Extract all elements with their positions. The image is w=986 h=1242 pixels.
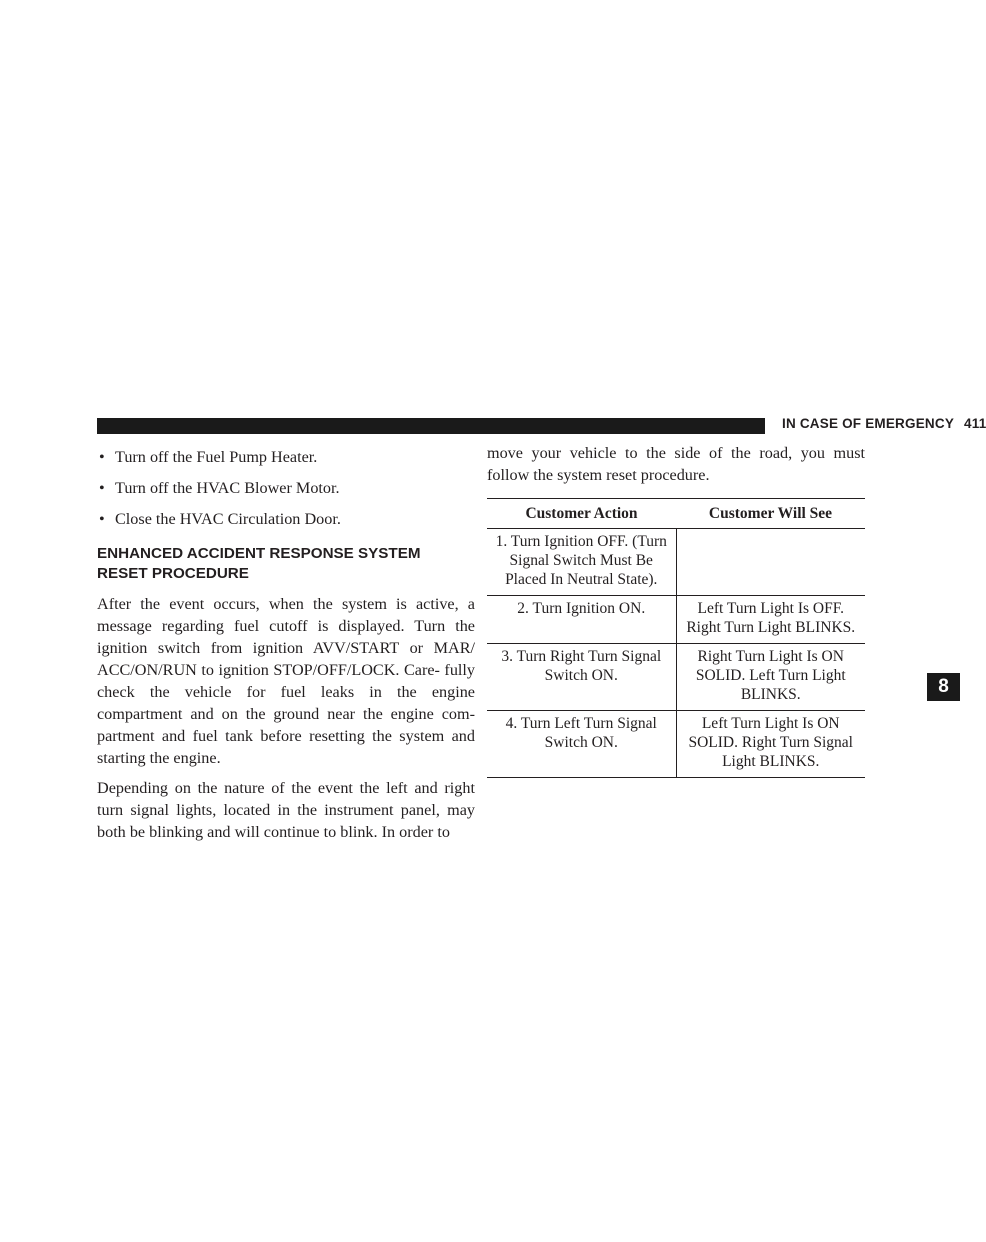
table-cell: 1. Turn Ignition OFF. (Turn Signal Switch Must Be Placed In Neutral State). <box>487 529 676 596</box>
table-cell: Right Turn Light Is ON SOLID. Left Turn Light BLINKS. <box>676 644 865 711</box>
bullet-icon: • <box>99 510 105 528</box>
table-row <box>487 644 865 711</box>
list-item <box>97 477 475 499</box>
table-cell <box>676 529 865 596</box>
table-cell: 4. Turn Left Turn Signal Switch ON. <box>487 711 676 778</box>
list-item <box>97 446 475 468</box>
table-row <box>487 529 865 596</box>
header-rule <box>97 418 765 434</box>
paragraph: move your vehicle to the side of the road, you must follow the system reset procedure. <box>487 444 865 484</box>
column-header: Customer Action <box>487 499 676 529</box>
table-cell: Left Turn Light Is OFF. Right Turn Light BLINKS. <box>676 596 865 644</box>
table-cell: 3. Turn Right Turn Signal Switch ON. <box>487 644 676 711</box>
table-row <box>487 711 865 778</box>
running-header <box>782 416 986 431</box>
left-column <box>97 446 475 851</box>
bullet-text: Turn off the HVAC Blower Motor. <box>115 479 340 497</box>
table-row <box>487 596 865 644</box>
table-header-row <box>487 499 865 529</box>
table-cell: 2. Turn Ignition ON. <box>487 596 676 644</box>
bullet-icon: • <box>99 448 105 466</box>
bullet-icon: • <box>99 479 105 497</box>
bullet-text: Close the HVAC Circulation Door. <box>115 510 341 528</box>
column-header: Customer Will See <box>676 499 865 529</box>
bullet-text: Turn off the Fuel Pump Heater. <box>115 448 318 466</box>
section-title: IN CASE OF EMERGENCY <box>782 416 955 431</box>
reset-procedure-table <box>487 498 865 778</box>
list-item <box>97 508 475 530</box>
section-heading: ENHANCED ACCIDENT RESPONSE SYSTEM RESET PROCEDURE <box>97 545 421 582</box>
bullet-list <box>97 446 475 530</box>
chapter-tab: 8 <box>927 673 960 701</box>
page-number: 411 <box>964 416 986 431</box>
paragraph: After the event occurs, when the system is active, a message regarding fuel cutoff is displayed. Turn the ignition switch from ignition AVV/START or MAR/ ACC/ON/RUN to ignition STOP/OFF/LOCK. Care- fully check the vehicle for fuel leaks in the engine compartment and on the ground near the engine com- partment and fuel tank before resetting the system and starting the engine. <box>97 595 475 767</box>
right-column <box>487 442 865 778</box>
paragraph: Depending on the nature of the event the left and right turn signal lights, located in the instrument panel, may both be blinking and will continue to blink. In order to <box>97 779 475 841</box>
table-cell: Left Turn Light Is ON SOLID. Right Turn Signal Light BLINKS. <box>688 715 853 770</box>
